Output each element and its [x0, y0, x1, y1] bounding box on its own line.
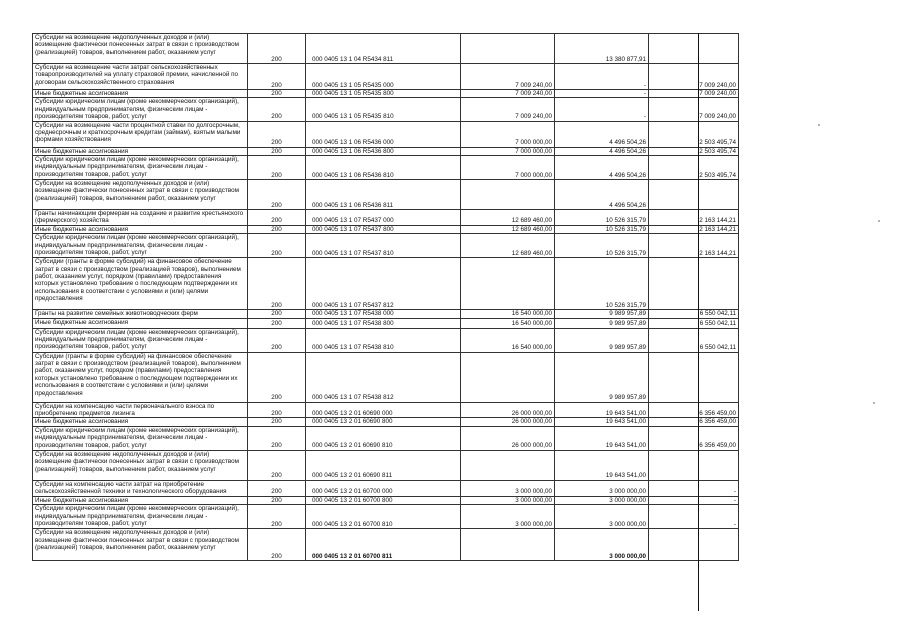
table-row — [33, 328, 739, 352]
table-row — [33, 352, 739, 402]
table-row — [33, 318, 739, 328]
row-unexecuted-amount — [649, 180, 739, 210]
row-unexecuted-amount: - — [649, 496, 739, 504]
row-executed-amount: 10 526 315,79 — [555, 210, 649, 226]
budget-table — [32, 33, 739, 561]
row-executed-amount: 3 000 000,00 — [555, 496, 649, 504]
row-approved-amount: 16 540 000,00 — [461, 328, 555, 352]
table-row — [33, 480, 739, 496]
row-line-code: 200 — [248, 98, 306, 121]
row-classification-code: 000 0405 13 2 01 60690 000 — [306, 402, 461, 418]
row-description: Иные бюджетные ассигнования — [33, 318, 248, 328]
row-executed-amount: 4 496 504,26 — [555, 156, 649, 180]
table-row — [33, 121, 739, 147]
row-approved-amount: 3 000 000,00 — [461, 496, 555, 504]
table-row — [33, 234, 739, 258]
row-line-code: 200 — [248, 418, 306, 426]
row-approved-amount — [461, 180, 555, 210]
row-classification-code: 000 0405 13 2 01 60690 811 — [306, 450, 461, 480]
row-description: Субсидии юридическим лицам (кроме некоммерческих организаций), индивидуальным предпринимателям, физическим лицам - производителям товаров, работ, услуг — [33, 156, 248, 180]
table-row — [33, 225, 739, 233]
table-row — [33, 90, 739, 98]
row-unexecuted-amount — [649, 450, 739, 480]
row-description: Субсидии (гранты в форме субсидий) на финансовое обеспечение затрат в связи с производством (реализацией товаров), выполнением работ, оказанием услуг, порядком (правилами) предоставления которых установлено требование о последующем подтверждении их использования в соответствии с условиями и (или) целями предоставления — [33, 352, 248, 402]
row-executed-amount: 19 643 541,00 — [555, 426, 649, 450]
row-description: Субсидии на компенсацию части первоначального взноса по приобретению предметов лизинга — [33, 402, 248, 418]
row-unexecuted-amount: - — [649, 505, 739, 529]
row-line-code: 200 — [248, 328, 306, 352]
row-description: Субсидии юридическим лицам (кроме некоммерческих организаций), индивидуальным предпринимателям, физическим лицам - производителям товаров, работ, услуг — [33, 98, 248, 121]
table-row — [33, 98, 739, 121]
row-approved-amount: 3 000 000,00 — [461, 505, 555, 529]
row-approved-amount: 7 009 240,00 — [461, 90, 555, 98]
row-classification-code: 000 0405 13 1 05 R5435 000 — [306, 64, 461, 90]
row-classification-code: 000 0405 13 1 07 R5437 810 — [306, 234, 461, 258]
row-unexecuted-amount: 6 550 042,11 — [649, 318, 739, 328]
row-line-code: 200 — [248, 450, 306, 480]
row-executed-amount: - — [555, 90, 649, 98]
table-row — [33, 426, 739, 450]
row-approved-amount: 12 689 460,00 — [461, 210, 555, 226]
row-line-code: 200 — [248, 352, 306, 402]
table-row — [33, 418, 739, 426]
table-row — [33, 34, 739, 64]
row-line-code: 200 — [248, 505, 306, 529]
row-approved-amount: 7 000 000,00 — [461, 147, 555, 155]
row-line-code: 200 — [248, 496, 306, 504]
row-classification-code: 000 0405 13 1 06 R5436 811 — [306, 180, 461, 210]
row-approved-amount: 7 000 000,00 — [461, 121, 555, 147]
row-unexecuted-amount: 2 503 495,74 — [649, 156, 739, 180]
scan-speck — [873, 402, 875, 404]
row-unexecuted-amount: 6 550 042,11 — [649, 328, 739, 352]
row-approved-amount: 3 000 000,00 — [461, 480, 555, 496]
table-row — [33, 529, 739, 561]
row-line-code: 200 — [248, 147, 306, 155]
row-approved-amount: 7 009 240,00 — [461, 98, 555, 121]
row-description: Субсидии юридическим лицам (кроме некоммерческих организаций), индивидуальным предпринимателям, физическим лицам - производителям товаров, работ, услуг — [33, 426, 248, 450]
row-classification-code: 000 0405 13 1 06 R5436 000 — [306, 121, 461, 147]
row-description: Субсидии на компенсацию части затрат на приобретение сельскохозяйственной техники и технологического оборудования — [33, 480, 248, 496]
row-approved-amount: 26 000 000,00 — [461, 402, 555, 418]
row-line-code: 200 — [248, 210, 306, 226]
row-classification-code: 000 0405 13 2 01 60700 800 — [306, 496, 461, 504]
row-executed-amount: - — [555, 64, 649, 90]
row-description: Гранты начинающим фермерам на создание и развитие крестьянского (фермерского) хозяйства — [33, 210, 248, 226]
row-classification-code: 000 0405 13 1 05 R5435 810 — [306, 98, 461, 121]
row-description: Субсидии на возмещение недополученных доходов и (или) возмещение фактически понесенных затрат в связи с производством (реализацией) товаров, выполнением работ, оказанием услуг — [33, 450, 248, 480]
row-approved-amount: 7 000 000,00 — [461, 156, 555, 180]
row-description: Субсидии на возмещение части процентной ставки по долгосрочным, среднесрочным и краткосрочным кредитам (займам), взятым малыми формами хозяйствования — [33, 121, 248, 147]
row-line-code: 200 — [248, 180, 306, 210]
row-description: Иные бюджетные ассигнования — [33, 90, 248, 98]
row-line-code: 200 — [248, 318, 306, 328]
table-row — [33, 402, 739, 418]
row-approved-amount: 16 540 000,00 — [461, 318, 555, 328]
row-executed-amount: 3 000 000,00 — [555, 505, 649, 529]
row-unexecuted-amount: 2 503 495,74 — [649, 147, 739, 155]
row-executed-amount: 9 989 957,89 — [555, 328, 649, 352]
row-classification-code: 000 0405 13 1 07 R5437 812 — [306, 258, 461, 310]
row-description: Субсидии на возмещение недополученных доходов и (или) возмещение фактически понесенных затрат в связи с производством (реализацией) товаров, выполнением работ, оказанием услуг — [33, 34, 248, 64]
row-approved-amount — [461, 258, 555, 310]
row-line-code: 200 — [248, 90, 306, 98]
row-executed-amount: 3 000 000,00 — [555, 529, 649, 561]
table-row — [33, 156, 739, 180]
budget-table-body — [33, 34, 739, 561]
row-description: Субсидии на возмещение недополученных доходов и (или) возмещение фактически понесенных затрат в связи с производством (реализацией) товаров, выполнением работ, оказанием услуг — [33, 529, 248, 561]
row-description: Иные бюджетные ассигнования — [33, 496, 248, 504]
row-approved-amount: 12 689 460,00 — [461, 225, 555, 233]
row-unexecuted-amount: 7 009 240,00 — [649, 98, 739, 121]
row-classification-code: 000 0405 13 1 07 R5438 000 — [306, 310, 461, 318]
row-unexecuted-amount: 6 356 459,00 — [649, 402, 739, 418]
table-row — [33, 180, 739, 210]
table-row — [33, 450, 739, 480]
row-approved-amount: 12 689 460,00 — [461, 234, 555, 258]
table-row — [33, 496, 739, 504]
row-executed-amount: 10 526 315,79 — [555, 225, 649, 233]
row-description: Гранты на развитие семейных животноводческих ферм — [33, 310, 248, 318]
row-unexecuted-amount: - — [649, 480, 739, 496]
table-row — [33, 64, 739, 90]
row-classification-code: 000 0405 13 1 06 R5436 810 — [306, 156, 461, 180]
row-line-code: 200 — [248, 64, 306, 90]
row-executed-amount: 9 989 957,89 — [555, 318, 649, 328]
row-classification-code: 000 0405 13 1 05 R5435 800 — [306, 90, 461, 98]
scan-speck — [878, 220, 880, 222]
table-right-edge — [698, 33, 699, 611]
row-unexecuted-amount: 6 356 459,00 — [649, 418, 739, 426]
row-executed-amount: - — [555, 98, 649, 121]
row-executed-amount: 10 526 315,79 — [555, 258, 649, 310]
row-executed-amount: 13 380 877,91 — [555, 34, 649, 64]
row-executed-amount: 3 000 000,00 — [555, 480, 649, 496]
row-unexecuted-amount: 7 009 240,00 — [649, 90, 739, 98]
row-description: Субсидии юридическим лицам (кроме некоммерческих организаций), индивидуальным предпринимателям, физическим лицам - производителям товаров, работ, услуг — [33, 234, 248, 258]
row-unexecuted-amount — [649, 258, 739, 310]
table-row — [33, 310, 739, 318]
row-line-code: 200 — [248, 156, 306, 180]
scan-speck — [818, 124, 820, 126]
row-line-code: 200 — [248, 426, 306, 450]
row-unexecuted-amount — [649, 352, 739, 402]
row-line-code: 200 — [248, 121, 306, 147]
row-classification-code: 000 0405 13 2 01 60690 800 — [306, 418, 461, 426]
row-classification-code: 000 0405 13 1 06 R5436 800 — [306, 147, 461, 155]
row-classification-code: 000 0405 13 2 01 60700 000 — [306, 480, 461, 496]
row-unexecuted-amount — [649, 34, 739, 64]
row-executed-amount: 10 526 315,79 — [555, 234, 649, 258]
row-unexecuted-amount: 2 503 495,74 — [649, 121, 739, 147]
row-executed-amount: 19 643 541,00 — [555, 402, 649, 418]
table-row — [33, 505, 739, 529]
row-approved-amount: 26 000 000,00 — [461, 426, 555, 450]
row-classification-code: 000 0405 13 2 01 60700 811 — [306, 529, 461, 561]
row-approved-amount — [461, 352, 555, 402]
row-classification-code: 000 0405 13 1 07 R5438 812 — [306, 352, 461, 402]
table-row — [33, 258, 739, 310]
row-classification-code: 000 0405 13 1 04 R5434 811 — [306, 34, 461, 64]
row-line-code: 200 — [248, 402, 306, 418]
row-approved-amount — [461, 529, 555, 561]
row-unexecuted-amount: 6 356 459,00 — [649, 426, 739, 450]
row-approved-amount: 7 009 240,00 — [461, 64, 555, 90]
row-classification-code: 000 0405 13 2 01 60690 810 — [306, 426, 461, 450]
row-description: Субсидии (гранты в форме субсидий) на финансовое обеспечение затрат в связи с производством (реализацией товаров), выполнением работ, оказанием услуг, порядком (правилами) предоставления которых установлено требование о последующем подтверждении их использования в соответствии с условиями и (или) целями предоставления — [33, 258, 248, 310]
row-executed-amount: 19 643 541,00 — [555, 450, 649, 480]
row-classification-code: 000 0405 13 2 01 60700 810 — [306, 505, 461, 529]
row-line-code: 200 — [248, 234, 306, 258]
row-executed-amount: 4 496 504,26 — [555, 147, 649, 155]
row-executed-amount: 19 643 541,00 — [555, 418, 649, 426]
row-unexecuted-amount: 7 009 240,00 — [649, 64, 739, 90]
row-unexecuted-amount: 2 163 144,21 — [649, 234, 739, 258]
row-line-code: 200 — [248, 258, 306, 310]
row-approved-amount — [461, 450, 555, 480]
row-executed-amount: 9 989 957,89 — [555, 310, 649, 318]
table-row — [33, 147, 739, 155]
row-classification-code: 000 0405 13 1 07 R5437 000 — [306, 210, 461, 226]
row-description: Субсидии юридическим лицам (кроме некоммерческих организаций), индивидуальным предпринимателям, физическим лицам - производителям товаров, работ, услуг — [33, 505, 248, 529]
row-unexecuted-amount: 6 550 042,11 — [649, 310, 739, 318]
row-description: Иные бюджетные ассигнования — [33, 147, 248, 155]
row-description: Субсидии на возмещение недополученных доходов и (или) возмещение фактически понесенных затрат в связи с производством (реализацией) товаров, выполнением работ, оказанием услуг — [33, 180, 248, 210]
row-unexecuted-amount: 2 163 144,21 — [649, 210, 739, 226]
row-line-code: 200 — [248, 310, 306, 318]
row-line-code: 200 — [248, 480, 306, 496]
row-description: Иные бюджетные ассигнования — [33, 225, 248, 233]
row-executed-amount: 4 496 504,26 — [555, 121, 649, 147]
row-classification-code: 000 0405 13 1 07 R5437 800 — [306, 225, 461, 233]
row-classification-code: 000 0405 13 1 07 R5438 800 — [306, 318, 461, 328]
row-executed-amount: 9 989 957,89 — [555, 352, 649, 402]
row-approved-amount: 26 000 000,00 — [461, 418, 555, 426]
row-unexecuted-amount — [649, 529, 739, 561]
row-executed-amount: 4 496 504,26 — [555, 180, 649, 210]
table-row — [33, 210, 739, 226]
row-approved-amount — [461, 34, 555, 64]
row-line-code: 200 — [248, 529, 306, 561]
row-approved-amount: 16 540 000,00 — [461, 310, 555, 318]
row-description: Иные бюджетные ассигнования — [33, 418, 248, 426]
row-description: Субсидии юридическим лицам (кроме некоммерческих организаций), индивидуальным предпринимателям, физическим лицам - производителям товаров, работ, услуг — [33, 328, 248, 352]
row-line-code: 200 — [248, 225, 306, 233]
row-description: Субсидии на возмещение части затрат сельскохозяйственных товаропроизводителей на уплату страховой премии, начисленной по договорам сельскохозяйственного страхования — [33, 64, 248, 90]
row-unexecuted-amount: 2 163 144,21 — [649, 225, 739, 233]
row-line-code: 200 — [248, 34, 306, 64]
row-classification-code: 000 0405 13 1 07 R5438 810 — [306, 328, 461, 352]
